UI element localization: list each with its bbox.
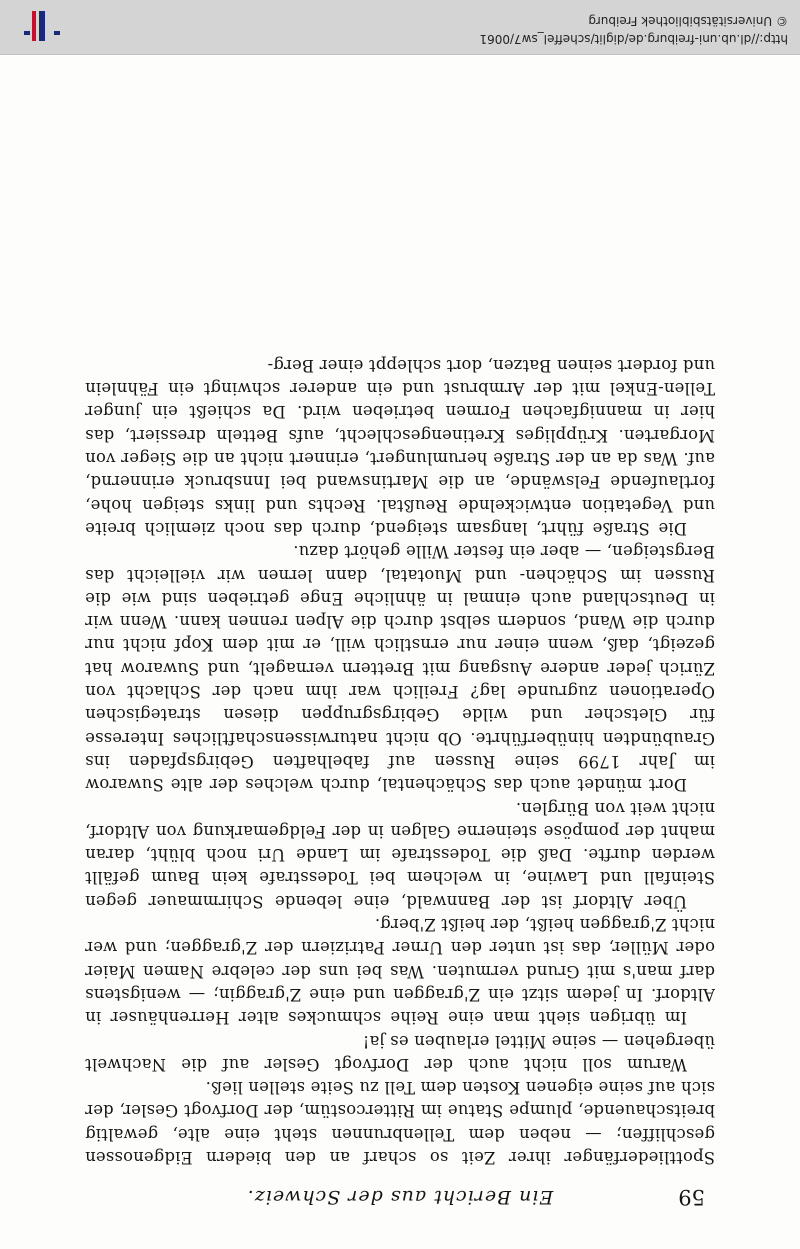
footer-info [479,12,788,48]
paragraph: Über Altdorf ist der Bannwald, eine lebende Schirmmauer gegen Steinfall und Lawine, in welchem bei Todesstrafe kein Baum gefällt werden durfte. Daß die Todesstrafe im Lande Uri noch blüht, daran mahnt der pompöse steinerne Galgen in der Feldgemarkung von Altdorf, nicht weit von Bürglen. [85,798,715,911]
university-logo-icon [22,9,62,43]
paragraph: Spottliederfänger ihrer Zeit so scharf an den biedern Eidgenossen geschliffen; — neben dem Tellenbrunnen steht eine alte, gewaltig breitschauende, plumpe Statue im Rittercostüm, der Dorfvogt Gesler, der sich auf seine eigenen Kosten dem Tell zu Seite stellen ließ. [85,1078,715,1167]
page-header [85,1180,715,1210]
paragraph: Warum soll nicht auch der Dorfvogt Gesler auf die Nachwelt übergehen — seine Mittel erlauben es ja! [85,1031,715,1074]
running-title: Ein Bericht aus der Schweiz. [246,1186,554,1208]
page-number: 59 [678,1185,705,1209]
footer-url[interactable]: http://dl.ub.uni-freiburg.de/diglit/scheffel_sw7/0061 [479,32,788,46]
logo-bar-left [54,31,60,35]
paragraph: Die Straße führt, langsam steigend, durch das noch ziemlich breite und Vegetation entwickelnde Reußtal. Rechts und links steigen hohe, fortlaufende Felswände, an die Martinswand bei Innsbruck erinnernd, auf. Was da an der Straße herumlungert, erinnert nicht an die Sieger von Morgarten. Krüppliges Kretinengeschlecht, aufs Betteln dressiert, das hier in mannigfachen Formen betrieben wird. Da schießt ein junger Tellen-Enkel mit der Armbrust und ein anderer schwingt ein Fähnlein und fordert seinen Batzen, dort schleppt einer Berg- [85,355,715,538]
logo-bar-right [24,31,30,35]
footer-copyright: © Universitätsbibliothek Freiburg [588,14,788,28]
body-text [85,354,715,1169]
logo-accent [32,11,36,41]
logo-bar-center [39,11,45,41]
paragraph: Im übrigen sieht man eine Reihe schmuckes alter Herrenhäuser in Altdorf. In jedem sitzt ein Z'graggen und eine Z'graggin; — wenigstens darf man's mit Grund vermuten. Was bei uns der celebre Namen Maier oder Müller, das ist unter den Urner Patriziern der Z'graggen; und wer nicht Z'graggen heißt, der heißt Z'berg. [85,915,715,1028]
footer-bar [0,0,800,55]
paragraph: Dort mündet auch das Schächental, durch welches der alte Suwarow im Jahr 1799 seine Russen auf fabelhaften Gebirgspfaden ins Graubündten hinüberführte. Ob nicht naturwissenschaftliches Interesse für Gletscher und wilde Gebirgsgruppen diesen strategischen Operationen zugrunde lag? Freilich war ihm nach der Schlacht von Zürich jeder andere Ausgang mit Brettern vernagelt, und Suwarow hat gezeigt, daß, wenn einer nur ernstlich will, er mit dem Kopf nicht nur durch die Wand, sondern selbst durch die Alpen rennen kann. Wenn wir in Deutschland auch einmal in ähnliche Enge getrieben sind wie die Russen im Schächen- und Muotatal, dann lernen wir vielleicht das Bergsteigen, — aber ein fester Wille gehört dazu. [85,542,715,795]
book-page [0,55,800,1249]
